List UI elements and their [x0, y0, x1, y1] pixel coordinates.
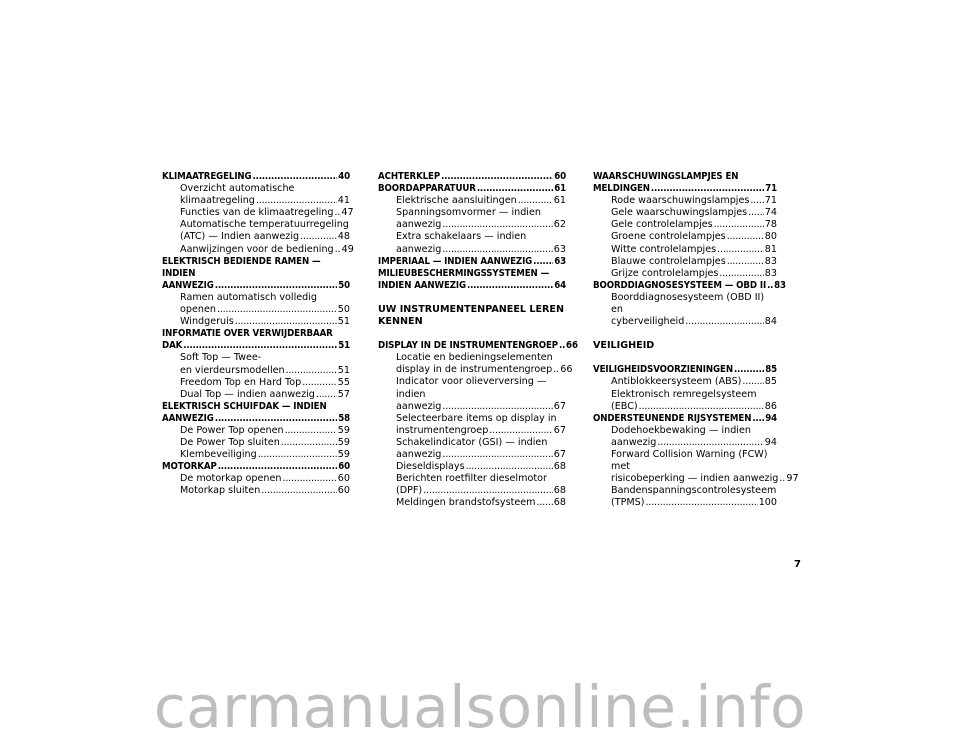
toc-subentry[interactable]	[162, 449, 350, 461]
dot-leader	[423, 485, 553, 497]
toc-subentry[interactable]	[378, 376, 566, 412]
dot-leader	[742, 376, 763, 388]
toc-entry-text: MILIEUBESCHERMINGSSYSTEMEN —	[378, 267, 550, 279]
dot-leader	[553, 364, 559, 376]
toc-entry-text: openen	[180, 304, 216, 316]
toc-page-number: 47	[341, 207, 354, 219]
toc-subentry[interactable]	[162, 437, 350, 449]
toc-subentry[interactable]	[162, 219, 350, 243]
dot-leader	[727, 256, 764, 268]
toc-page-number: 60	[338, 461, 350, 473]
toc-subentry[interactable]	[378, 231, 566, 255]
toc-entry-text: aanwezig	[396, 400, 442, 412]
dot-leader	[646, 497, 758, 509]
watermark: carmanualsonline.info	[153, 673, 807, 741]
toc-subentry[interactable]	[593, 195, 777, 207]
toc-heading[interactable]	[162, 401, 350, 425]
toc-page-number: 60	[337, 485, 350, 497]
toc-entry-text: Elektronisch remregelsysteem	[611, 388, 757, 400]
toc-subentry[interactable]	[378, 352, 573, 376]
toc-page-number: 83	[764, 255, 777, 267]
toc-subentry[interactable]	[593, 244, 777, 256]
dot-leader	[518, 195, 553, 207]
toc-entry-text: Dodehoekbewaking — indien	[611, 424, 751, 436]
toc-page-number: 80	[764, 231, 777, 243]
toc-entry-text: en vierdeursmodellen	[180, 364, 285, 376]
dot-leader	[767, 280, 773, 292]
toc-entry-text: Grijze controlelampjes	[611, 267, 719, 279]
toc-page-number: 55	[337, 376, 350, 388]
toc-entry-text: Ramen automatisch volledig	[180, 291, 317, 303]
toc-page-number: 86	[764, 400, 777, 412]
dot-leader	[281, 437, 337, 449]
toc-entry-text: IMPERIAAL — INDIEN AANWEZIG	[378, 255, 533, 267]
toc-heading[interactable]	[162, 256, 350, 292]
dot-leader	[217, 304, 337, 316]
toc-heading[interactable]	[378, 268, 566, 292]
toc-entry-text: ACHTERKLEP	[378, 171, 441, 182]
toc-page-number: 71	[765, 183, 777, 195]
toc-entry-text: BOORDAPPARATUUR	[378, 183, 476, 195]
toc-subentry[interactable]	[378, 497, 566, 509]
dot-leader	[750, 195, 763, 207]
toc-entry-text: WAARSCHUWINGSLAMPJES EN	[593, 171, 739, 182]
toc-entry-text: BOORDDIAGNOSESYSTEEM — OBD II	[593, 279, 767, 291]
toc-page-number: 62	[553, 219, 566, 231]
toc-entry-text: Meldingen brandstofsysteem	[396, 497, 536, 509]
toc-page-number: 41	[337, 195, 350, 207]
toc-entry-text: Gele controlelampjes	[611, 219, 713, 231]
toc-page-number: 51	[337, 316, 350, 328]
dot-leader	[442, 244, 552, 256]
toc-entry-text: Indicator voor olieverversing — indien	[396, 376, 547, 400]
toc-entry-text: cyberveiligheid	[611, 316, 685, 328]
toc-entry-text: Motorkap sluiten	[180, 485, 261, 497]
page-number: 7	[794, 559, 801, 570]
dot-leader	[258, 449, 337, 461]
dot-leader	[285, 425, 337, 437]
toc-page-number: 50	[337, 304, 350, 316]
toc-entry-text: ELEKTRISCH BEDIENDE RAMEN — INDIEN	[162, 255, 321, 279]
toc-column-2	[378, 171, 578, 509]
toc-entry-text: Spanningsomvormer — indien	[396, 207, 541, 219]
dot-leader	[489, 425, 552, 437]
toc-page-number: 66	[560, 364, 573, 376]
toc-entry-text: Overzicht automatische	[180, 183, 295, 195]
toc-entry-text: klimaatregeling	[180, 195, 255, 207]
dot-leader	[779, 473, 785, 485]
toc-entry-text: DAK	[162, 340, 183, 352]
toc-page-number: 100	[758, 497, 777, 509]
toc-heading[interactable]	[593, 364, 777, 376]
toc-entry-text: aanwezig	[396, 219, 442, 231]
toc-page-number: 63	[553, 243, 566, 255]
toc-subentry[interactable]	[593, 219, 777, 231]
toc-column-1	[162, 171, 354, 498]
dot-leader	[261, 485, 336, 497]
toc-entry-text: De motorkap openen	[180, 473, 282, 485]
dot-leader	[286, 365, 337, 377]
toc-page-number: 60	[337, 473, 350, 485]
toc-entry-text: Klembeveiliging	[180, 449, 257, 461]
dot-leader	[334, 207, 340, 219]
dot-leader	[717, 244, 764, 256]
toc-entry-text: display in de instrumentengroep	[396, 364, 553, 376]
toc-page-number: 81	[764, 243, 777, 255]
toc-subentry[interactable]	[378, 195, 566, 207]
toc-entry-text: ONDERSTEUNENDE RIJSYSTEMEN	[593, 412, 752, 424]
dot-leader	[215, 413, 337, 425]
toc-subentry[interactable]	[593, 207, 777, 219]
toc-entry-text: Antiblokkeersysteem (ABS)	[611, 376, 742, 388]
toc-page-number: 68	[553, 497, 566, 509]
toc-page-number: 64	[554, 279, 566, 291]
toc-entry-text: DISPLAY IN DE INSTRUMENTENGROEP	[378, 340, 559, 352]
toc-subentry[interactable]	[378, 473, 566, 497]
toc-entry-text: Bandenspanningscontrolesysteem	[611, 485, 777, 497]
toc-page-number: 97	[786, 473, 799, 485]
toc-page-number: 48	[337, 231, 350, 243]
toc-entry-text: Witte controlelampjes	[611, 243, 717, 255]
section-title: VEILIGHEID	[593, 340, 655, 352]
toc-entry-text: MELDINGEN	[593, 183, 650, 195]
toc-subentry[interactable]	[378, 413, 566, 437]
dot-leader	[536, 497, 552, 509]
toc-page-number: 84	[764, 316, 777, 328]
toc-entry-text: Dieseldisplays	[396, 461, 465, 473]
toc-page-number: 49	[341, 243, 354, 255]
toc-page-number: 68	[553, 485, 566, 497]
toc-page-number: 67	[553, 448, 566, 460]
dot-leader	[466, 461, 553, 473]
toc-subentry[interactable]	[593, 376, 777, 388]
dot-leader	[302, 377, 337, 389]
toc-entry-text: (ATC) — Indien aanwezig	[180, 231, 300, 243]
toc-entry-text: KLIMAATREGELING	[162, 171, 252, 182]
toc-entry-text: Dual Top — indien aanwezig	[180, 388, 315, 400]
dot-leader	[282, 473, 336, 485]
toc-page-number: 94	[764, 436, 777, 448]
toc-entry-text: Groene controlelampjes	[611, 231, 726, 243]
toc-heading[interactable]	[162, 461, 350, 473]
toc-subentry[interactable]	[593, 425, 777, 449]
toc-entry-text: aanwezig	[396, 243, 442, 255]
toc-subentry[interactable]	[162, 352, 350, 376]
dot-leader	[215, 280, 337, 292]
toc-entry-text: Gele waarschuwingslampjes	[611, 207, 748, 219]
toc-subentry[interactable]	[162, 183, 350, 207]
dot-leader	[748, 207, 764, 219]
toc-heading[interactable]	[162, 171, 350, 183]
toc-page-number: 85	[764, 376, 777, 388]
dot-leader	[727, 231, 764, 243]
toc-page-number: 68	[553, 461, 566, 473]
toc-page-number: 40	[338, 171, 350, 182]
toc-page-number: 78	[764, 219, 777, 231]
toc-entry-text: MOTORKAP	[162, 461, 217, 473]
dot-leader	[316, 389, 337, 401]
toc-heading[interactable]	[378, 256, 566, 268]
toc-subentry[interactable]	[593, 389, 777, 413]
toc-entry-text: ELEKTRISCH SCHUIFDAK — INDIEN	[162, 400, 327, 412]
toc-subentry[interactable]	[162, 485, 350, 497]
toc-subentry[interactable]	[593, 268, 777, 280]
toc-page-number: 57	[337, 388, 350, 400]
toc-entry-text: aanwezig	[611, 436, 657, 448]
toc-subentry[interactable]	[162, 292, 350, 316]
toc-entry-text: Automatische temperatuurregeling	[180, 219, 349, 231]
toc-heading[interactable]	[162, 328, 350, 352]
toc-entry-text: risicobeperking — indien aanwezig	[611, 473, 779, 485]
toc-page-number: 67	[553, 400, 566, 412]
dot-leader	[442, 449, 552, 461]
toc-entry-text: Blauwe controlelampjes	[611, 255, 726, 267]
toc-page-number: 51	[338, 340, 350, 352]
dot-leader	[253, 171, 338, 183]
toc-page-number: 59	[337, 424, 350, 436]
toc-entry-text: AANWEZIG	[162, 412, 214, 424]
toc-page-number: 71	[764, 195, 777, 207]
dot-leader	[235, 316, 337, 328]
dot-leader	[256, 195, 337, 207]
toc-subentry[interactable]	[378, 461, 566, 473]
toc-entry-text: Selecteerbare items op display in	[396, 412, 557, 424]
toc-subentry[interactable]	[593, 292, 777, 328]
toc-entry-text: INDIEN AANWEZIG	[378, 279, 466, 291]
dot-leader	[714, 219, 764, 231]
toc-entry-text: Aanwijzingen voor de bediening	[180, 243, 334, 255]
toc-page-number: 61	[553, 195, 566, 207]
toc-entry-text: Extra schakelaars — indien	[396, 231, 527, 243]
toc-entry-text: Locatie en bedieningselementen	[396, 352, 553, 364]
toc-heading[interactable]	[593, 279, 786, 292]
toc-entry-text: (DPF)	[396, 485, 423, 497]
toc-page-number: 94	[765, 412, 777, 424]
toc-subentry[interactable]	[162, 243, 354, 256]
toc-heading[interactable]	[593, 413, 777, 425]
dot-leader	[752, 413, 764, 425]
dot-leader	[719, 268, 763, 280]
toc-subentry[interactable]	[162, 316, 350, 328]
toc-page-number: 61	[554, 183, 566, 195]
dot-leader	[734, 364, 764, 376]
toc-page-number: 83	[774, 279, 786, 291]
toc-entry-text: Elektrische aansluitingen	[396, 195, 517, 207]
toc-subentry[interactable]	[593, 256, 777, 268]
toc-subentry[interactable]	[162, 377, 350, 389]
toc-heading[interactable]	[378, 171, 566, 183]
toc-entry-text: (EBC)	[611, 400, 638, 412]
toc-page-number: 74	[764, 207, 777, 219]
toc-entry-text: VEILIGHEIDSVOORZIENINGEN	[593, 364, 733, 376]
toc-entry-text: Soft Top — Twee-	[180, 352, 262, 364]
dot-leader	[442, 219, 552, 231]
toc-page-number: 60	[554, 171, 566, 182]
dot-leader	[639, 401, 764, 413]
dot-leader	[559, 340, 565, 352]
toc-entry-text: INFORMATIE OVER VERWIJDERBAAR	[162, 328, 333, 340]
toc-entry-text: Berichten roetfilter dieselmotor	[396, 473, 547, 485]
toc-subentry[interactable]	[378, 437, 566, 461]
toc-entry-text: AANWEZIG	[162, 279, 214, 291]
toc-page-number: 58	[338, 412, 350, 424]
dot-leader	[442, 401, 552, 413]
toc-subentry[interactable]	[378, 207, 566, 231]
toc-subentry[interactable]	[593, 448, 799, 485]
toc-page-number: 85	[765, 364, 777, 376]
toc-page-number: 59	[337, 437, 350, 449]
toc-subentry[interactable]	[162, 473, 350, 485]
toc-entry-text: De Power Top sluiten	[180, 437, 280, 449]
toc-page-number: 83	[764, 267, 777, 279]
toc-entry-text: (TPMS)	[611, 497, 645, 509]
toc-page-number: 67	[553, 424, 566, 436]
toc-subentry[interactable]	[162, 425, 350, 437]
toc-subentry[interactable]	[162, 389, 350, 401]
dot-leader	[477, 183, 553, 195]
dot-leader	[218, 461, 337, 473]
dot-leader	[685, 316, 763, 328]
toc-heading[interactable]	[593, 171, 777, 195]
toc-entry-text: Functies van de klimaatregeling	[180, 207, 334, 219]
toc-entry-text: instrumentengroep	[396, 424, 489, 436]
toc-entry-text: Boorddiagnosesysteem (OBD II) en	[611, 291, 765, 316]
toc-page-number: 59	[337, 449, 350, 461]
toc-column-3	[593, 171, 799, 509]
toc-entry-text: Schakelindicator (GSI) — indien	[396, 436, 548, 448]
dot-leader	[533, 256, 553, 268]
toc-entry-text: Freedom Top en Hard Top	[180, 376, 302, 388]
dot-leader	[651, 183, 764, 195]
toc-page-number: 50	[338, 279, 350, 291]
dot-leader	[467, 280, 553, 292]
toc-subentry[interactable]	[593, 485, 777, 509]
toc-subentry[interactable]	[162, 207, 354, 219]
toc-heading[interactable]	[378, 183, 566, 195]
toc-entry-text: De Power Top openen	[180, 424, 284, 436]
toc-entry-text: Rode waarschuwingslampjes	[611, 195, 750, 207]
toc-subentry[interactable]	[593, 231, 777, 243]
toc-page-number: 51	[337, 364, 350, 376]
toc-page-number: 63	[554, 255, 566, 267]
dot-leader	[183, 340, 337, 352]
dot-leader	[657, 437, 763, 449]
toc-entry-text: Windgeruis	[180, 316, 234, 328]
toc-page-number: 66	[566, 340, 578, 352]
section-title: UW INSTRUMENTENPANEEL LEREN KENNEN	[378, 303, 565, 328]
toc-heading[interactable]	[378, 340, 578, 352]
dot-leader	[441, 171, 553, 183]
dot-leader	[335, 244, 341, 256]
toc-entry-text: aanwezig	[396, 448, 442, 460]
dot-leader	[300, 231, 337, 243]
toc-entry-text: Forward Collision Warning (FCW) met	[611, 448, 768, 473]
